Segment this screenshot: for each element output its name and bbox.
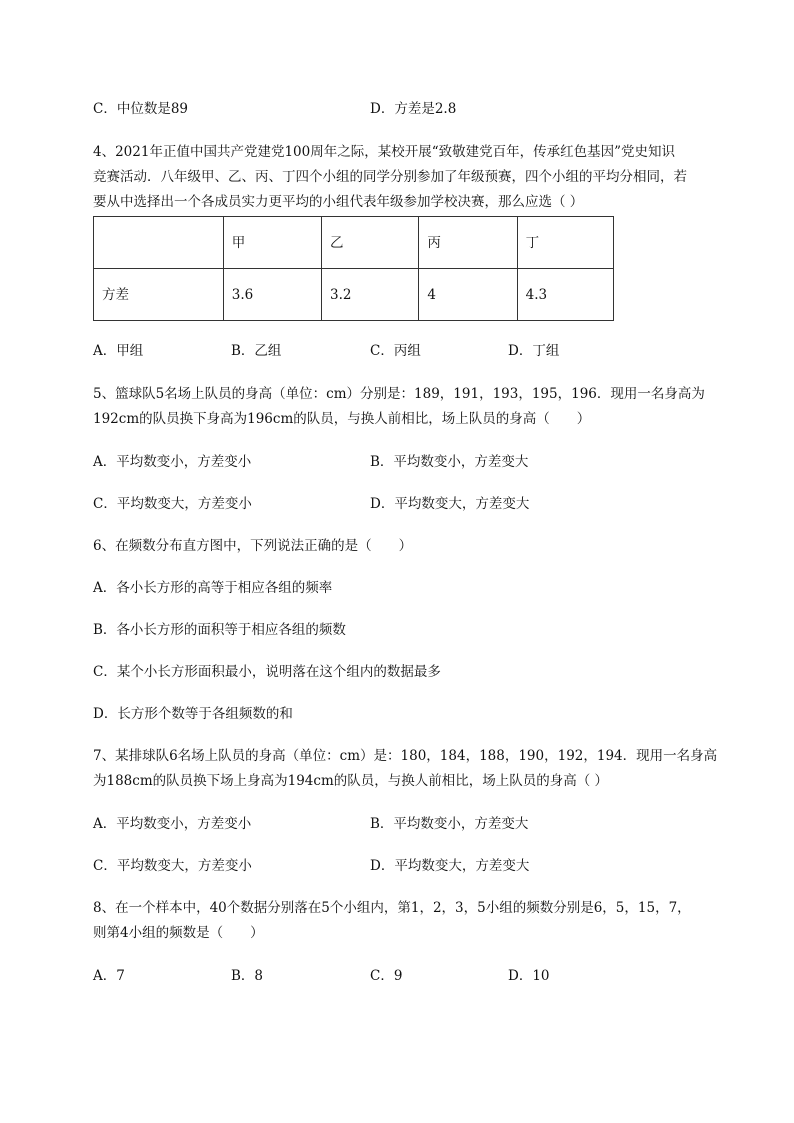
- q4-stem-line-1: 4、2021年正值中国共产党建党100周年之际，某校开展“致敬建党百年，传承红色基因”党史知识: [93, 144, 676, 160]
- table-cell: 3.2: [322, 269, 419, 321]
- q8-stem-line-2: 则第4小组的频数是（ ）: [93, 925, 264, 941]
- table-header-cell: 乙: [322, 217, 419, 269]
- table-cell: 方差: [94, 269, 224, 321]
- q8-stem-line-1: 8、在一个样本中，40个数据分别落在5个小组内，第1，2，3，5小组的频数分别是6，5，15，7，: [93, 900, 691, 916]
- q8-option-c: C．9: [370, 968, 403, 984]
- table-row: [94, 269, 614, 321]
- q6-option-d: D．长方形个数等于各组频数的和: [93, 706, 293, 722]
- table-cell: 4.3: [517, 269, 613, 321]
- q7-stem-line-2: 为188cm的队员换下场上身高为194cm的队员，与换人前相比，场上队员的身高（ ）: [93, 773, 609, 789]
- variance-table: [93, 216, 614, 321]
- q8-option-b: B．8: [231, 968, 264, 984]
- q5-stem-line-1: 5、篮球队5名场上队员的身高（单位：cm）分别是：189，191，193，195，196．现用一名身高为: [93, 386, 705, 402]
- q7-option-c: C．平均数变大，方差变小: [93, 858, 252, 874]
- q7-option-b: B．平均数变小，方差变大: [370, 816, 529, 832]
- q7-option-a: A．平均数变小，方差变小: [93, 816, 252, 832]
- q6-option-b: B．各小长方形的面积等于相应各组的频数: [93, 622, 346, 638]
- q7-stem-line-1: 7、某排球队6名场上队员的身高（单位：cm）是：180，184，188，190，192，194．现用一名身高: [93, 748, 718, 764]
- q4-stem-line-3: 要从中选择出一个各成员实力更平均的小组代表年级参加学校决赛，那么应选（ ）: [93, 194, 584, 210]
- table-header-cell: 丁: [517, 217, 613, 269]
- q4-option-a: A．甲组: [93, 343, 144, 359]
- table-header-cell: [94, 217, 224, 269]
- q4-stem-line-2: 竞赛活动．八年级甲、乙、丙、丁四个小组的同学分别参加了年级预赛，四个小组的平均分相同，若: [93, 169, 687, 185]
- q6-option-a: A．各小长方形的高等于相应各组的频率: [93, 580, 333, 596]
- q5-option-c: C．平均数变大，方差变小: [93, 496, 252, 512]
- q5-option-a: A．平均数变小，方差变小: [93, 454, 252, 470]
- q5-option-d: D．平均数变大，方差变大: [370, 496, 530, 512]
- q4-option-d: D．丁组: [508, 343, 560, 359]
- table-cell: 3.6: [223, 269, 321, 321]
- q4-option-b: B．乙组: [231, 343, 282, 359]
- q6-stem: 6、在频数分布直方图中，下列说法正确的是（ ）: [93, 538, 413, 554]
- q7-option-d: D．平均数变大，方差变大: [370, 858, 530, 874]
- table-header-row: [94, 217, 614, 269]
- table-cell: 4: [419, 269, 517, 321]
- q4-option-c: C．丙组: [370, 343, 421, 359]
- q5-option-b: B．平均数变小，方差变大: [370, 454, 529, 470]
- q3-option-c: C．中位数是89: [93, 101, 189, 117]
- table-header-cell: 甲: [223, 217, 321, 269]
- q6-option-c: C．某个小长方形面积最小，说明落在这个组内的数据最多: [93, 664, 441, 680]
- table-header-cell: 丙: [419, 217, 517, 269]
- q5-stem-line-2: 192cm的队员换下身高为196cm的队员，与换人前相比，场上队员的身高（ ）: [93, 411, 591, 427]
- q8-option-a: A．7: [93, 968, 125, 984]
- q8-option-d: D．10: [508, 968, 550, 984]
- q3-option-d: D．方差是2.8: [370, 101, 457, 117]
